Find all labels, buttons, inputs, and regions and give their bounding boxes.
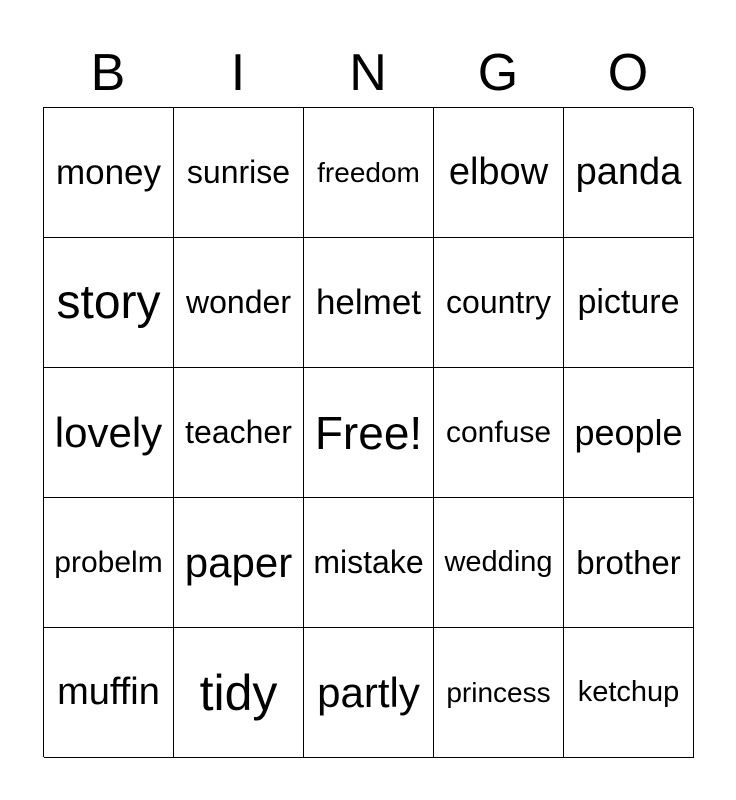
bingo-cell[interactable]: partly (304, 628, 434, 758)
bingo-header (43, 42, 693, 104)
bingo-cell[interactable]: sunrise (174, 108, 304, 238)
bingo-cell[interactable]: ketchup (564, 628, 694, 758)
bingo-cell[interactable]: mistake (304, 498, 434, 628)
bingo-cell[interactable]: country (434, 238, 564, 368)
bingo-cell[interactable]: money (44, 108, 174, 238)
bingo-cell[interactable]: helmet (304, 238, 434, 368)
bingo-cell[interactable]: brother (564, 498, 694, 628)
bingo-cell[interactable]: muffin (44, 628, 174, 758)
header-letter-n: N (349, 44, 387, 102)
bingo-cell[interactable]: picture (564, 238, 694, 368)
bingo-cell[interactable]: people (564, 368, 694, 498)
bingo-cell[interactable]: teacher (174, 368, 304, 498)
bingo-cell-free[interactable]: Free! (304, 368, 434, 498)
bingo-cell[interactable]: lovely (44, 368, 174, 498)
bingo-cell[interactable]: freedom (304, 108, 434, 238)
header-letter-g: G (477, 44, 519, 102)
bingo-cell[interactable]: story (44, 238, 174, 368)
bingo-cell[interactable]: probelm (44, 498, 174, 628)
bingo-cell[interactable]: tidy (174, 628, 304, 758)
header-letter-b: B (90, 44, 126, 102)
bingo-cell[interactable]: confuse (434, 368, 564, 498)
bingo-cell[interactable]: panda (564, 108, 694, 238)
bingo-cell[interactable]: elbow (434, 108, 564, 238)
bingo-board (43, 107, 693, 757)
bingo-cell[interactable]: paper (174, 498, 304, 628)
bingo-cell[interactable]: princess (434, 628, 564, 758)
bingo-cell[interactable]: wonder (174, 238, 304, 368)
bingo-cell[interactable]: wedding (434, 498, 564, 628)
header-letter-o: O (607, 44, 649, 102)
header-letter-i: I (230, 44, 246, 102)
